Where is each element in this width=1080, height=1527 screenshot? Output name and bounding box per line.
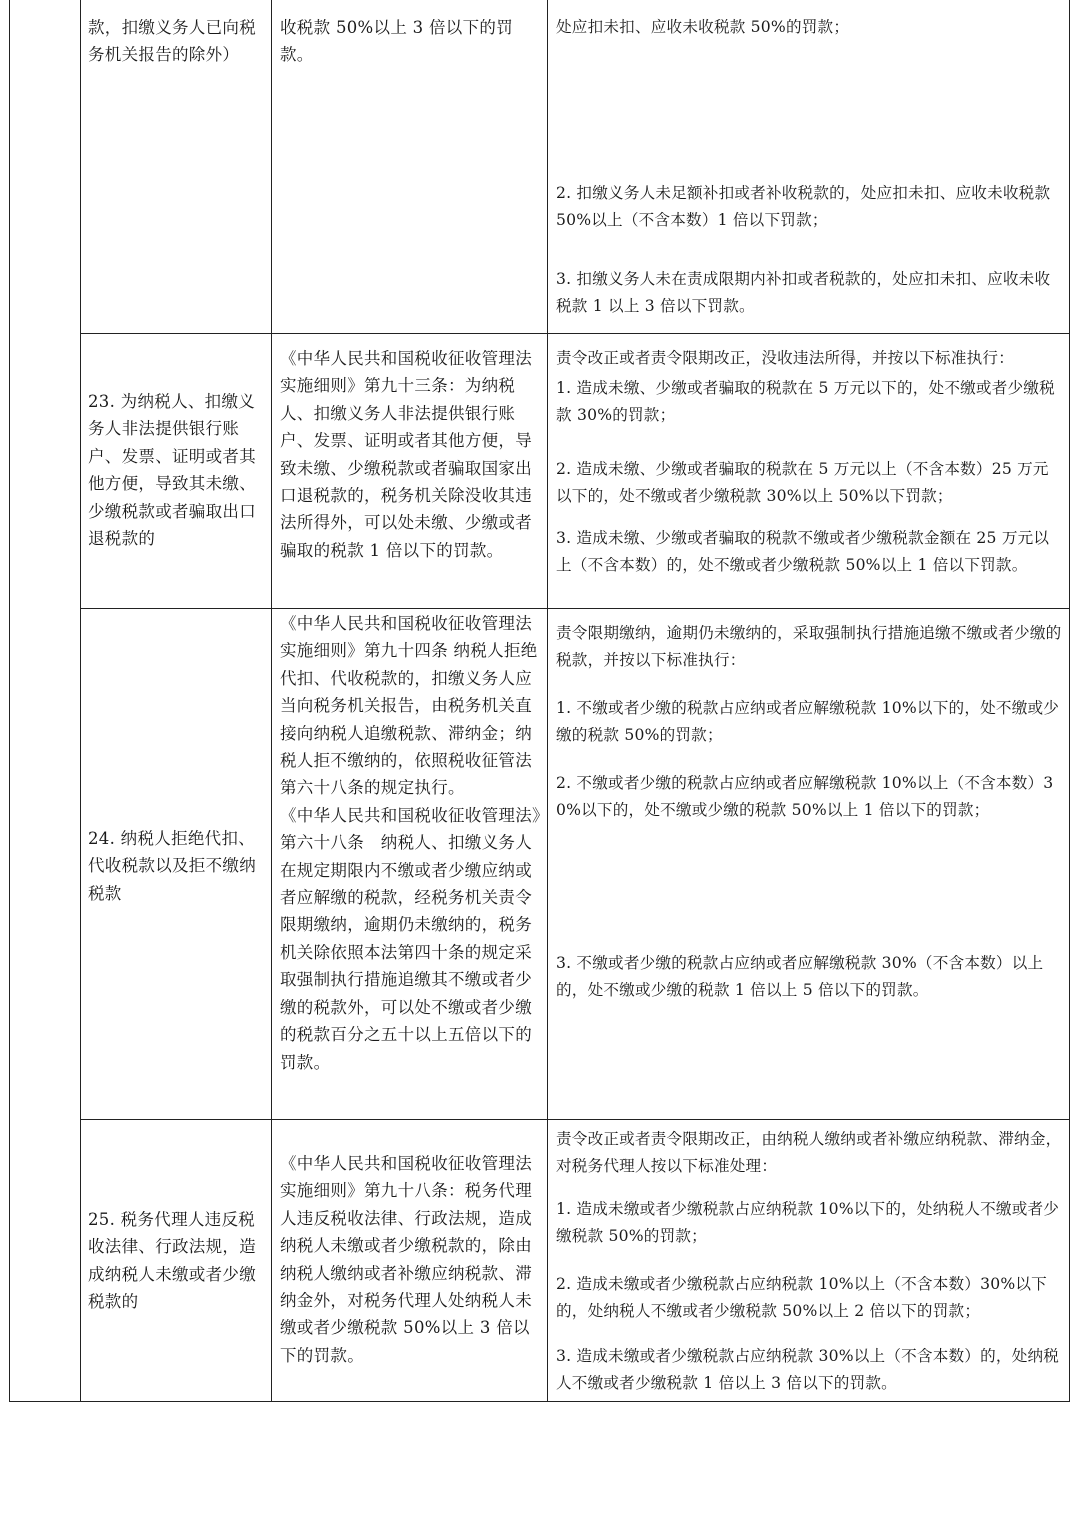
table-row-divider	[80, 608, 1070, 609]
table-cell-item: 23. 为纳税人、扣缴义务人非法提供银行账户、发票、证明或者其他方便，导致其未缴、少缴税款或者骗取出口退税款的	[88, 392, 256, 549]
table-row-divider	[80, 333, 1070, 334]
table-cell-basis: 《中华人民共和国税收征收管理法实施细则》第九十四条 纳税人拒绝代扣、代收税款的，扣缴义务人应当向税务机关报告，由税务机关直接向纳税人追缴税款、滞纳金；纳税人拒不缴纳的，依照税收征管法第六十八条的规定执行。 《中华人民共和国税收征收管理法》第六十八条 纳税人、扣缴义务人在规定期限内不缴或者少缴应纳或者应解缴的税款，经税务机关责令限期缴纳，逾期仍未缴纳的，税务机关除依照本法第四十条的规定采取强制执行措施追缴其不缴或者少缴的税款外，可以处不缴或者少缴的税款百分之五十以上五倍以下的罚款。	[280, 614, 541, 1072]
table-cell-item: 24. 纳税人拒绝代扣、代收税款以及拒不缴纳税款	[88, 829, 256, 903]
table-cell-item: 款，扣缴义务人已向税务机关报告的除外）	[88, 18, 256, 65]
table-cell-standard-line: 1. 造成未缴、少缴或者骗取的税款在 5 万元以下的，处不缴或者少缴税款 30%的罚款；	[556, 379, 1055, 425]
table-cell-standard-line: 1. 造成未缴或者少缴税款占应纳税款 10%以下的，处纳税人不缴或者少缴税款 50%的罚款；	[556, 1200, 1060, 1246]
table-column-divider	[80, 0, 81, 1402]
table-cell-standard-line: 3. 造成未缴、少缴或者骗取的税款不缴或者少缴税款金额在 25 万元以上（不含本数）的，处不缴或者少缴税款 50%以上 1 倍以下罚款。	[556, 529, 1050, 575]
table-cell-basis: 《中华人民共和国税收征收管理法实施细则》第九十八条：税务代理人违反税收法律、行政法规，造成纳税人未缴或者少缴税款的，除由纳税人缴纳或者补缴应纳税款、滞纳金外，对税务代理人处纳税人未缴或者少缴税款 50%以上 3 倍以下的罚款。	[280, 1154, 532, 1365]
table-cell-standard-line: 责令改正或者责令限期改正，由纳税人缴纳或者补缴应纳税款、滞纳金，对税务代理人按以下标准处理：	[556, 1130, 1062, 1176]
table-cell-standard-line: 2. 造成未缴、少缴或者骗取的税款在 5 万元以上（不含本数）25 万元以下的，处不缴或者少缴税款 30%以上 50%以下罚款；	[556, 460, 1049, 506]
table-cell-standard-line: 责令改正或者责令限期改正，没收违法所得，并按以下标准执行：	[556, 349, 1015, 367]
table-column-divider	[271, 0, 272, 1402]
table-cell-standard-line: 2. 造成未缴或者少缴税款占应纳税款 10%以上（不含本数）30%以下的，处纳税人不缴或者少缴税款 50%以上 2 倍以下的罚款；	[556, 1275, 1047, 1321]
table-cell-standard-line: 1. 不缴或者少缴的税款占应纳或者应解缴税款 10%以下的，处不缴或少缴的税款 50%的罚款；	[556, 699, 1060, 745]
table-cell-standard-line: 3. 造成未缴或者少缴税款占应纳税款 30%以上（不含本数）的，处纳税人不缴或者少缴税款 1 倍以上 3 倍以下的罚款。	[556, 1347, 1060, 1393]
table-column-divider	[547, 0, 548, 1402]
table-cell-item: 25. 税务代理人违反税收法律、行政法规，造成纳税人未缴或者少缴税款的	[88, 1210, 256, 1312]
table-cell-standard-line: 责令限期缴纳，逾期仍未缴纳的，采取强制执行措施追缴不缴或者少缴的税款，并按以下标准执行：	[556, 624, 1062, 670]
table-cell-standard-line: 3. 扣缴义务人未在责成限期内补扣或者税款的，处应扣未扣、应收未收税款 1 以上 3 倍以下罚款。	[556, 270, 1051, 316]
table-cell-standard-line: 2. 不缴或者少缴的税款占应纳或者应解缴税款 10%以上（不含本数）30%以下的，处不缴或少缴的税款 50%以上 1 倍以下的罚款；	[556, 774, 1054, 820]
table-cell-standard-line: 3. 不缴或者少缴的税款占应纳或者应解缴税款 30%（不含本数）以上的，处不缴或少缴的税款 1 倍以上 5 倍以下的罚款。	[556, 954, 1044, 1000]
table-cell-standard-line: 2. 扣缴义务人未足额补扣或者补收税款的，处应扣未扣、应收未收税款 50%以上（不含本数）1 倍以下罚款；	[556, 184, 1056, 230]
table-cell-standard-line: 处应扣未扣、应收未收税款 50%的罚款；	[556, 18, 850, 36]
table-row-divider	[80, 1119, 1070, 1120]
table-cell-basis: 收税款 50%以上 3 倍以下的罚款。	[280, 18, 514, 65]
table-cell-basis: 《中华人民共和国税收征收管理法实施细则》第九十三条：为纳税人、扣缴义务人非法提供银行账户、发票、证明或者其他方便，导致未缴、少缴税款或者骗取国家出口退税款的，税务机关除没收其违法所得外，可以处未缴、少缴或者骗取的税款 1 倍以下的罚款。	[280, 349, 532, 560]
